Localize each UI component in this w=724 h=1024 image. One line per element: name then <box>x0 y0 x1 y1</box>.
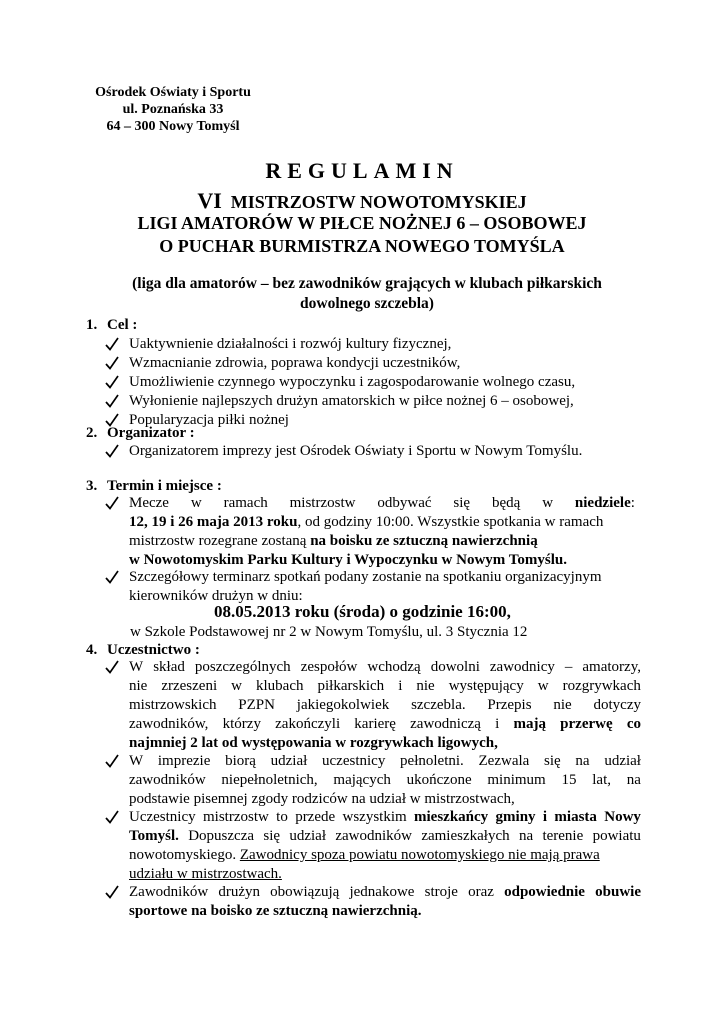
title-line-3: O PUCHAR BURMISTRZA NOWEGO TOMYŚLA <box>159 236 565 256</box>
checkmark-icon <box>105 335 121 354</box>
section-4-item-1 <box>105 658 641 753</box>
section-4-heading: 4. Uczestnictwo : <box>86 642 200 658</box>
section-3-heading: 3. Termin i miejsce : <box>86 478 222 494</box>
list-item: Wyłonienie najlepszych drużyn amatorskich w piłce nożnej 6 – osobowej, <box>129 393 574 409</box>
meeting-place: w Szkole Podstawowej nr 2 w Nowym Tomyślu, ul. 3 Stycznia 12 <box>130 624 528 640</box>
section-2-heading: 2. Organizator : <box>86 425 195 441</box>
text-line: mistrzostw rozegrane zostaną na boisku ze sztuczną nawierzchnią <box>129 533 538 549</box>
text-line: Mecze w ramach mistrzostw odbywać się będą w niedziele: <box>129 495 635 511</box>
subtitle-note: (liga dla amatorów – bez zawodników grających w klubach piłkarskich dowolnego szczebla) <box>132 275 602 312</box>
checkmark-icon <box>105 354 121 373</box>
text-line: nowotomyskiego. Zawodnicy spoza powiatu nowotomyskiego nie mają prawa <box>129 847 600 863</box>
address-block <box>88 84 258 135</box>
list-item: Organizatorem imprezy jest Ośrodek Oświaty i Sportu w Nowym Tomyślu. <box>129 443 583 459</box>
list-item: Popularyzacja piłki nożnej <box>129 412 289 428</box>
text-line: 12, 19 i 26 maja 2013 roku, od godziny 10:00. Wszystkie spotkania w ramach <box>129 514 604 530</box>
checkmark-icon <box>105 373 121 392</box>
org-name: Ośrodek Oświaty i Sportu <box>95 85 251 100</box>
text-line: podstawie pisemnej zgody rodziców na udział w mistrzostwach, <box>129 791 515 807</box>
title-roman-numeral: VI <box>197 188 222 213</box>
text-line: nie zrzeszeni w klubach piłkarskich i nie występujący w rozgrywkach <box>129 678 641 694</box>
section-1-list <box>105 335 625 430</box>
text-line: Tomyśl. Dopuszcza się udział zawodników zamieszkałych na terenie powiatu <box>129 828 641 844</box>
checkmark-icon <box>105 752 121 771</box>
text-line: w Nowotomyskim Parku Kultury i Wypoczynku w Nowym Tomyślu. <box>129 552 567 568</box>
checkmark-icon <box>105 494 121 513</box>
text-line: zawodników, którzy zakończyli karierę zawodniczą i mają przerwę co <box>129 716 641 732</box>
org-city: 64 – 300 Nowy Tomyśl <box>106 119 240 134</box>
text-line: kierowników drużyn w dniu: <box>129 588 303 604</box>
section-4-item-2 <box>105 752 641 809</box>
meeting-date: 08.05.2013 roku (środa) o godzinie 16:00, <box>214 602 511 621</box>
document-title: REGULAMIN <box>265 158 459 183</box>
section-3-item-2 <box>105 568 635 606</box>
text-line: W imprezie biorą udział uczestnicy pełnoletni. Zezwala się na udział <box>129 753 641 769</box>
section-3-item-1 <box>105 494 635 574</box>
text-line: Zawodników drużyn obowiązują jednakowe stroje oraz odpowiednie obuwie <box>129 884 641 900</box>
text-line: mistrzowskich PZPN jakiegokolwiek szczebla. Przepis nie dotyczy <box>129 697 641 713</box>
section-4-item-3 <box>105 808 641 884</box>
text-line: udziału w mistrzostwach. <box>129 866 282 882</box>
checkmark-icon <box>105 442 121 461</box>
text-line: W skład poszczególnych zespołów wchodzą dowolni zawodnicy – amatorzy, <box>129 659 641 675</box>
text-line: zawodników niepełnoletnich, mających ukończone minimum 15 lat, na <box>129 772 641 788</box>
list-item: Umożliwienie czynnego wypoczynku i zagospodarowanie wolnego czasu, <box>129 374 576 390</box>
section-2-list <box>105 442 625 461</box>
list-item: Uaktywnienie działalności i rozwój kultury fizycznej, <box>129 336 452 352</box>
checkmark-icon <box>105 883 121 902</box>
section-1-heading: 1. Cel : <box>86 317 138 333</box>
text-line: najmniej 2 lat od występowania w rozgrywkach ligowych, <box>129 735 498 751</box>
checkmark-icon <box>105 658 121 677</box>
org-street: ul. Poznańska 33 <box>122 102 224 117</box>
checkmark-icon <box>105 392 121 411</box>
title-line-1-text: MISTRZOSTW NOWOTOMYSKIEJ <box>230 192 527 212</box>
title-line-2: LIGI AMATORÓW W PIŁCE NOŻNEJ 6 – OSOBOWEJ <box>137 213 587 233</box>
checkmark-icon <box>105 568 121 587</box>
checkmark-icon <box>105 808 121 827</box>
text-line: sportowe na boisko ze sztuczną nawierzchnią. <box>129 903 422 919</box>
text-line: Szczegółowy terminarz spotkań podany zostanie na spotkaniu organizacyjnym <box>129 569 602 585</box>
title-line-1 <box>60 188 664 214</box>
section-4-item-4 <box>105 883 641 921</box>
text-line: Uczestnicy mistrzostw to przede wszystkim mieszkańcy gminy i miasta Nowy <box>129 809 641 825</box>
list-item: Wzmacnianie zdrowia, poprawa kondycji uczestników, <box>129 355 461 371</box>
